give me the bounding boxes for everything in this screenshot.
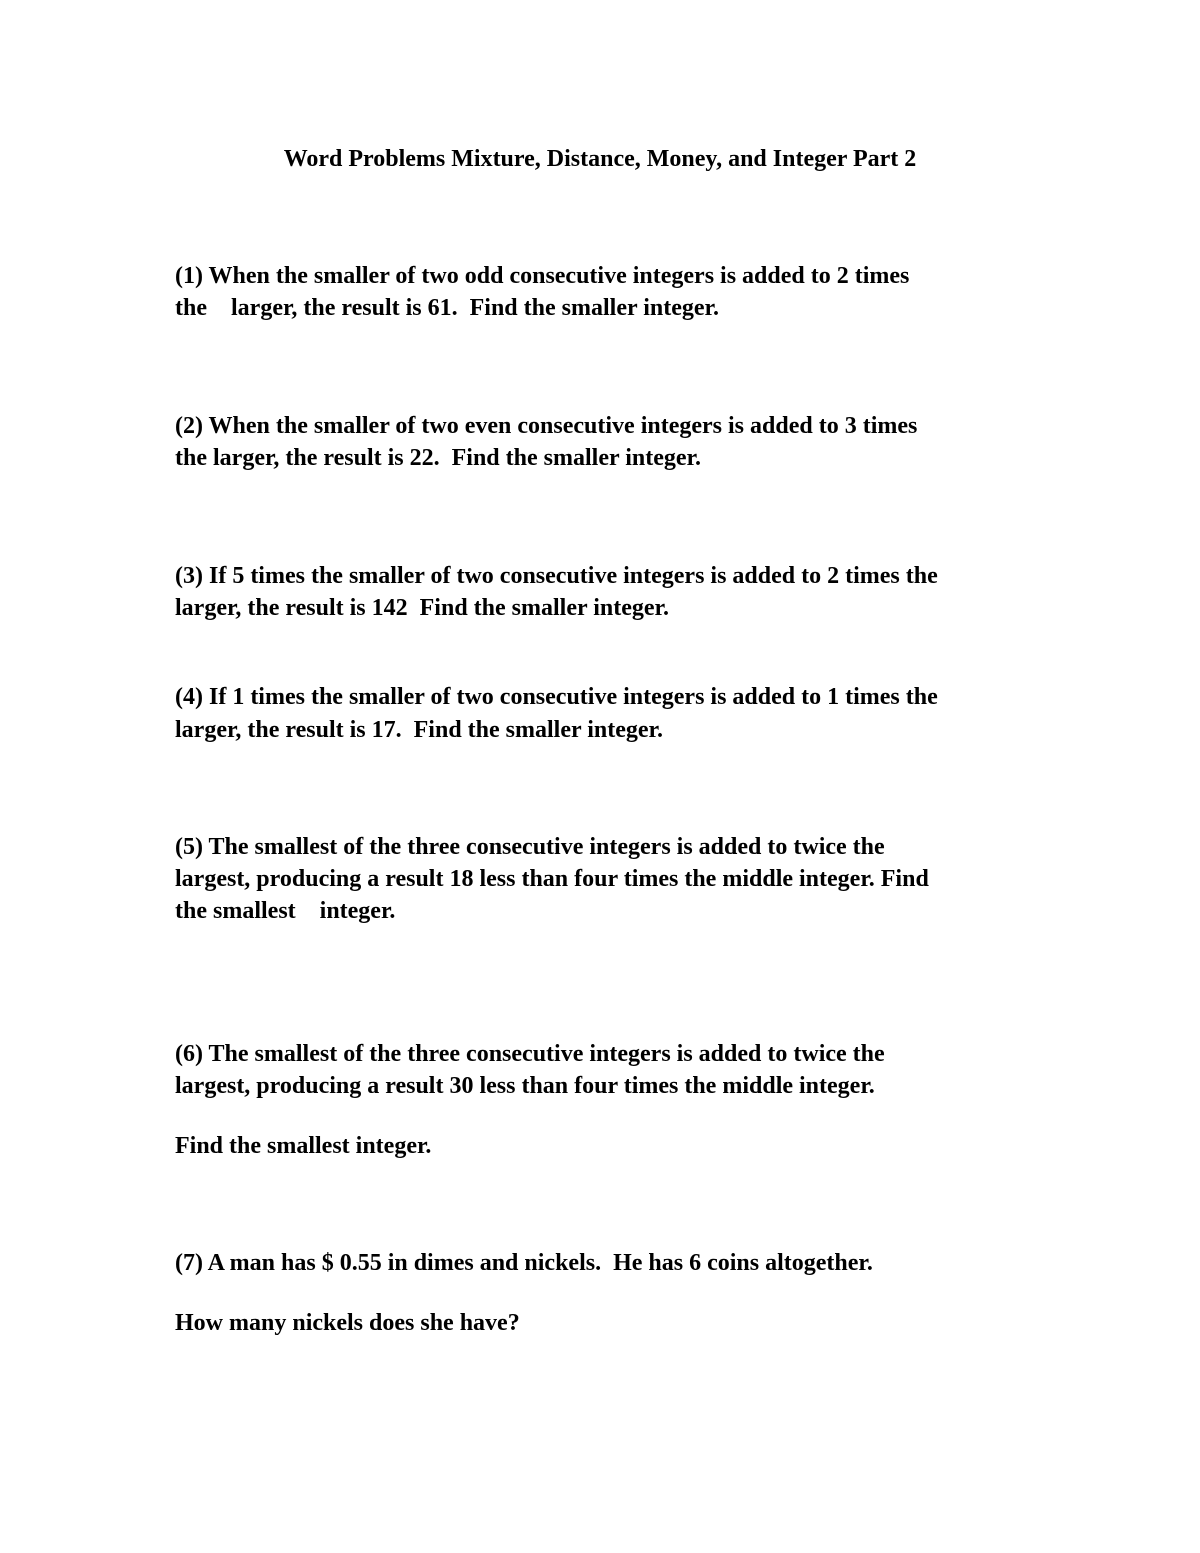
problem-7-line-1: (7) A man has $ 0.55 in dimes and nickels. He has 6 coins altogether. xyxy=(175,1250,873,1276)
problem-2-line-2: the larger, the result is 22. Find the smaller integer. xyxy=(175,445,701,471)
problem-4-line-1: (4) If 1 times the smaller of two consecutive integers is added to 1 times the xyxy=(175,684,938,710)
problem-5-line-1: (5) The smallest of the three consecutive integers is added to twice the xyxy=(175,834,885,860)
problem-4-line-2: larger, the result is 17. Find the smaller integer. xyxy=(175,717,663,743)
problem-1-line-1: (1) When the smaller of two odd consecutive integers is added to 2 times xyxy=(175,263,910,289)
problem-6-line-3: Find the smallest integer. xyxy=(175,1133,432,1159)
problem-6-line-2: largest, producing a result 30 less than four times the middle integer. xyxy=(175,1073,875,1099)
problem-2-line-1: (2) When the smaller of two even consecutive integers is added to 3 times xyxy=(175,413,918,439)
problem-5-line-3: the smallest integer. xyxy=(175,898,396,924)
document-title: Word Problems Mixture, Distance, Money, and Integer Part 2 xyxy=(283,146,917,172)
problem-3-line-1: (3) If 5 times the smaller of two consecutive integers is added to 2 times the xyxy=(175,563,938,589)
problem-5-line-2: largest, producing a result 18 less than four times the middle integer. Find xyxy=(175,866,929,892)
problem-7-line-2: How many nickels does she have? xyxy=(175,1310,520,1336)
problem-3-line-2: larger, the result is 142 Find the smaller integer. xyxy=(175,595,669,621)
problem-6-line-1: (6) The smallest of the three consecutive integers is added to twice the xyxy=(175,1041,885,1067)
problem-1-line-2: the larger, the result is 61. Find the smaller integer. xyxy=(175,295,719,321)
